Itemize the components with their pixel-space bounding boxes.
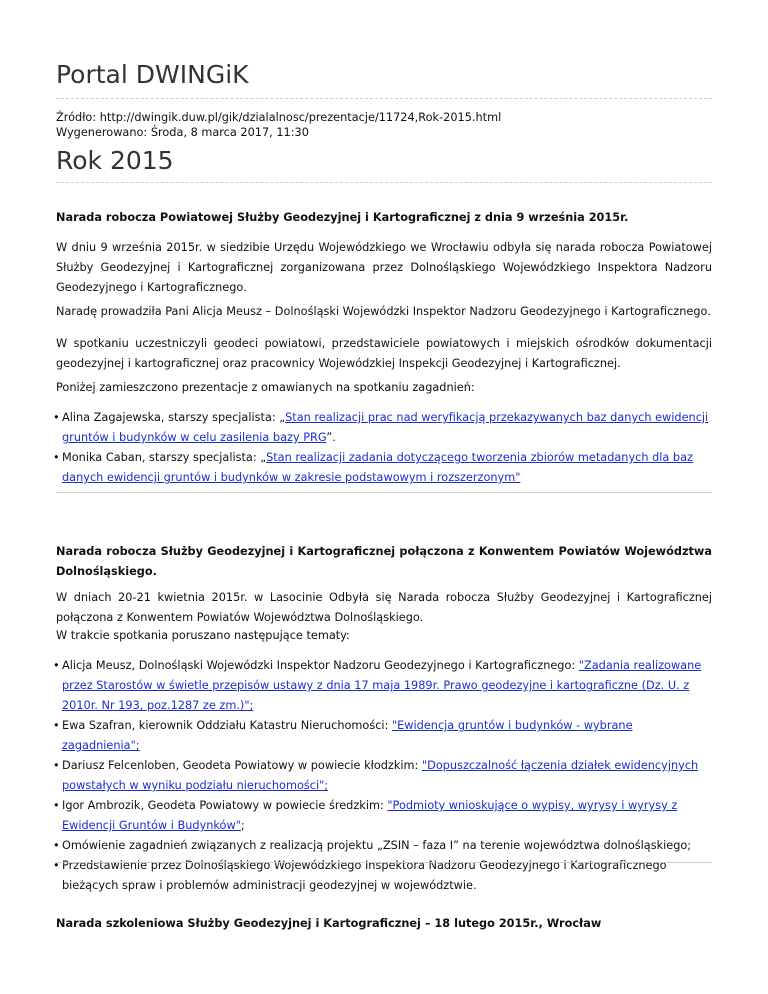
list-item: • Przedstawienie przez Dolnośląskiego Wojewódzkiego Inspektora Nadzoru Geodezyjnego i Kartograficznego bieżących spraw i problemów administracji geodezyjnej w województwie. (56, 856, 712, 896)
presentation-link[interactable]: Stan realizacji zadania dotyczącego tworzenia zbiorów metadanych dla baz danych ewidencji gruntów i budynków w zakresie podstawowym i rozszerzonym" (62, 451, 693, 484)
topic-link[interactable]: "Dopuszczalność łączenia działek ewidencyjnych powstałych w wyniku podziału nieruchomości"; (62, 759, 699, 792)
list-item: • Monika Caban, starszy specjalista: „Stan realizacji zadania dotyczącego tworzenia zbiorów metadanych dla baz danych ewidencji gruntów i budynków w zakresie podstawowym i rozszerzonym" (56, 448, 712, 488)
presentation-list (56, 408, 712, 488)
divider (56, 98, 712, 99)
section1-title: Narada robocza Powiatowej Służby Geodezyjnej i Kartograficznej z dnia 9 września 2015r. (56, 211, 629, 224)
source-url: Źródło: http://dwingik.duw.pl/gik/dzialalnosc/prezentacje/11724,Rok-2015.html (56, 111, 502, 124)
section1-paragraph: Poniżej zamieszczono prezentacje z omawianych na spotkaniu zagadnień: (56, 381, 475, 394)
list-item: • Alicja Meusz, Dolnośląski Wojewódzki Inspektor Nadzoru Geodezyjnego i Kartograficznego: "Zadania realizowane przez Starostów w świetle przepisów ustawy z dnia 17 maja 1989r. Prawo geodezyjne i kartograficzne (Dz. U. z 2010r. Nr 193, poz.1287 ze zm.)"; (56, 656, 712, 716)
divider (56, 182, 712, 183)
section1-paragraph: W dniu 9 września 2015r. w siedzibie Urzędu Wojewódzkiego we Wrocławiu odbyła się narada robocza Powiatowej Służby Geodezyjnej i Kartograficznej zorganizowana przez Dolnośląskiego Wojewódzkiego Inspektora Nadzoru Geodezyjnego i Kartograficznego. (56, 241, 712, 294)
generated-date: Wygenerowano: Środa, 8 marca 2017, 11:30 (56, 126, 309, 139)
topics-list (56, 656, 712, 896)
section2-paragraph: W trakcie spotkania poruszano następujące tematy: (56, 629, 350, 642)
section3-title: Narada szkoleniowa Służby Geodezyjnej i Kartograficznej – 18 lutego 2015r., Wrocław (56, 917, 602, 930)
topic-link[interactable]: "Ewidencja gruntów i budynków - wybrane zagadnienia"; (62, 719, 633, 752)
document-meta (56, 110, 501, 140)
list-item: • Dariusz Felcenloben, Geodeta Powiatowy w powiecie kłodzkim: "Dopuszczalność łączenia działek ewidencyjnych powstałych w wyniku podziału nieruchomości"; (56, 756, 712, 796)
section2-title: Narada robocza Służby Geodezyjnej i Kartograficznej połączona z Konwentem Powiatów Województwa Dolnośląskiego. (56, 545, 712, 578)
list-item: • Alina Zagajewska, starszy specjalista: „Stan realizacji prac nad weryfikacją przekazywanych baz danych ewidencji gruntów i budynków w celu zasilenia bazy PRG”. (56, 408, 712, 448)
separator (56, 492, 712, 493)
section2-paragraph: W dniach 20-21 kwietnia 2015r. w Lasocinie Odbyła się Narada robocza Służby Geodezyjnej i Kartograficznej połączona z Konwentem Powiatów Województwa Dolnośląskiego. (56, 591, 712, 624)
site-title: Portal DWINGiK (56, 60, 249, 89)
page-title: Rok 2015 (56, 146, 174, 175)
topic-link[interactable]: "Podmioty wnioskujące o wypisy, wyrysy i wyrysy z Ewidencji Gruntów i Budynków" (62, 799, 678, 832)
section1-paragraph: W spotkaniu uczestniczyli geodeci powiatowi, przedstawiciele powiatowych i miejskich ośrodków dokumentacji geodezyjnej i kartograficznej oraz pracownicy Wojewódzkiej Inspekcji Geodezyjnej i Kartograficznej. (56, 337, 712, 370)
separator (56, 862, 712, 863)
list-item: • Ewa Szafran, kierownik Oddziału Katastru Nieruchomości: "Ewidencja gruntów i budynków - wybrane zagadnienia"; (56, 716, 712, 756)
list-item: • Omówienie zagadnień związanych z realizacją projektu „ZSIN – faza I” na terenie województwa dolnośląskiego; (56, 836, 712, 856)
list-item: • Igor Ambrozik, Geodeta Powiatowy w powiecie średzkim: "Podmioty wnioskujące o wypisy, wyrysy i wyrysy z Ewidencji Gruntów i Budynków"; (56, 796, 712, 836)
section1-paragraph: Naradę prowadziła Pani Alicja Meusz – Dolnośląski Wojewódzki Inspektor Nadzoru Geodezyjnego i Kartograficznego. (56, 305, 711, 318)
topic-link[interactable]: "Zadania realizowane przez Starostów w świetle przepisów ustawy z dnia 17 maja 1989r. Prawo geodezyjne i kartograficzne (Dz. U. z 2010r. Nr 193, poz.1287 ze zm.)"; (62, 659, 702, 712)
presentation-link[interactable]: Stan realizacji prac nad weryfikacją przekazywanych baz danych ewidencji gruntów i budynków w celu zasilenia bazy PRG (62, 411, 709, 444)
